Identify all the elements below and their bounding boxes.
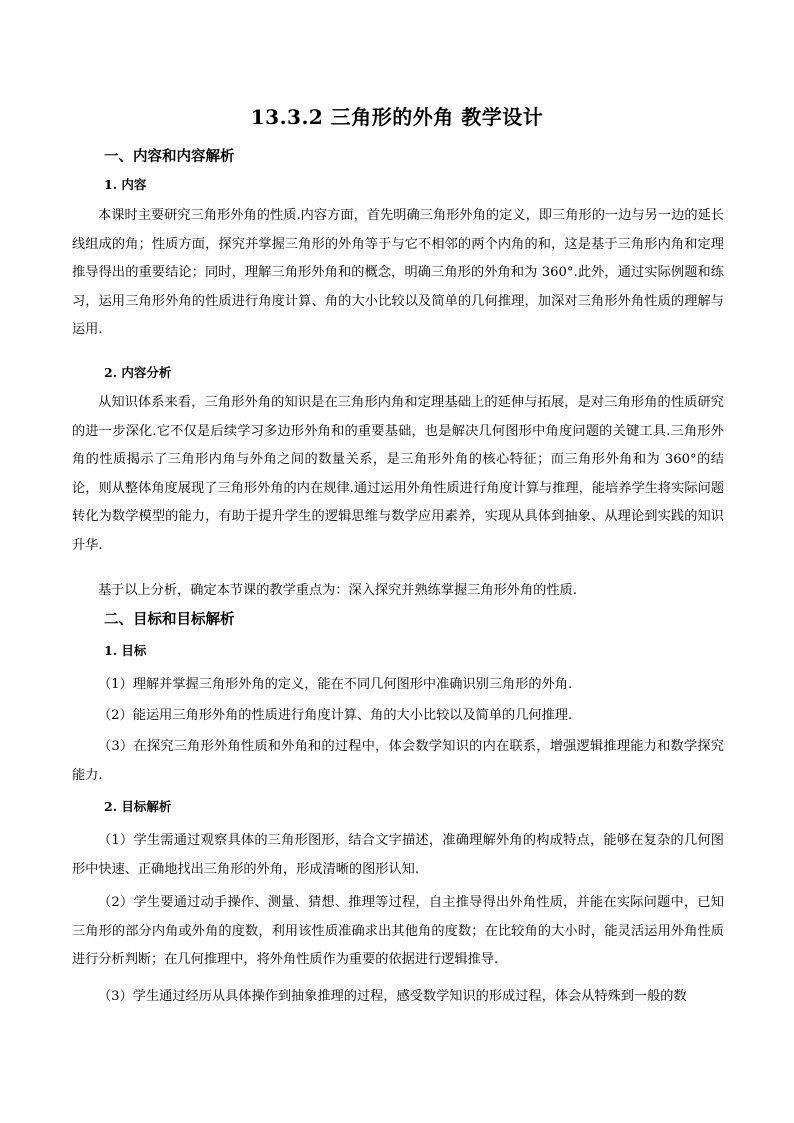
subsection-heading-goal-analysis: 2. 目标解析 [104,799,172,814]
goal-item-1: （1）理解并掌握三角形外角的定义，能在不同几何图形中准确识别三角形的外角. [98,677,573,692]
goal-analysis-item-2: （2）学生要通过动手操作、测量、猜想、推理等过程，自主推导得出外角性质，并能在实际问题中，已知三角形的部分内角或外角的度数，利用该性质准确求出其他角的度数；在比较角的大小时，能灵活运用外角性质进行分析判断；在几何推理中，将外角性质作为重要的依据进行逻辑推导. [72,895,724,967]
goal-item-2: （2）能运用三角形外角的性质进行角度计算、角的大小比较以及简单的几何推理. [98,708,573,723]
goal-item-3: （3）在探究三角形外角性质和外角和的过程中，体会数学知识的内在联系，增强逻辑推理能力和数学探究能力. [72,739,724,783]
subsection-heading-content-analysis: 2. 内容分析 [104,365,172,380]
goal-analysis-item-3: （3）学生通过经历从具体操作到抽象推理的过程，感受数学知识的形成过程，体会从特殊到一般的数 [98,989,687,1004]
section-heading-goals: 二、目标和目标解析 [104,611,235,628]
document-title: 13.3.2 三角形的外角 教学设计 [250,105,544,129]
subsection-heading-goals: 1. 目标 [104,643,147,658]
content-paragraph: 本课时主要研究三角形外角的性质.内容方面，首先明确三角形外角的定义，即三角形的一边与另一边的延长线组成的角；性质方面，探究并掌握三角形的外角等于与它不相邻的两个内角的和，这是基于三角形内角和定理推导得出的重要结论；同时，理解三角形外角和的概念，明确三角形的外角和为 360°.此外，通过实际例题和练习，运用三角形外角的性质进行角度计算、角的大小比较以及简单的几何推理，加深对三角形外角性质的理解与运用. [72,208,724,337]
goal-analysis-item-1: （1）学生需通过观察具体的三角形图形，结合文字描述，准确理解外角的构成特点，能够在复杂的几何图形中快速、正确地找出三角形的外角，形成清晰的图形认知. [72,833,724,877]
teaching-focus-paragraph: 基于以上分析，确定本节课的教学重点为：深入探究并熟练掌握三角形外角的性质. [98,583,577,598]
subsection-heading-content: 1. 内容 [104,177,147,192]
content-analysis-paragraph: 从知识体系来看，三角形外角的知识是在三角形内角和定理基础上的延伸与拓展，是对三角形角的性质研究的进一步深化.它不仅是后续学习多边形外角和的重要基础，也是解决几何图形中角度问题的关键工具.三角形外角的性质揭示了三角形内角与外角之间的数量关系，是三角形外角的核心特征；而三角形外角和为 360°的结论，则从整体角度展现了三角形外角的内在规律.通过运用外角性质进行角度计算与推理，能培养学生将实际问题转化为数学模型的能力，有助于提升学生的逻辑思维与数学应用素养，实现从具体到抽象、从理论到实践的知识升华. [72,395,724,553]
section-heading-content: 一、内容和内容解析 [104,148,235,165]
